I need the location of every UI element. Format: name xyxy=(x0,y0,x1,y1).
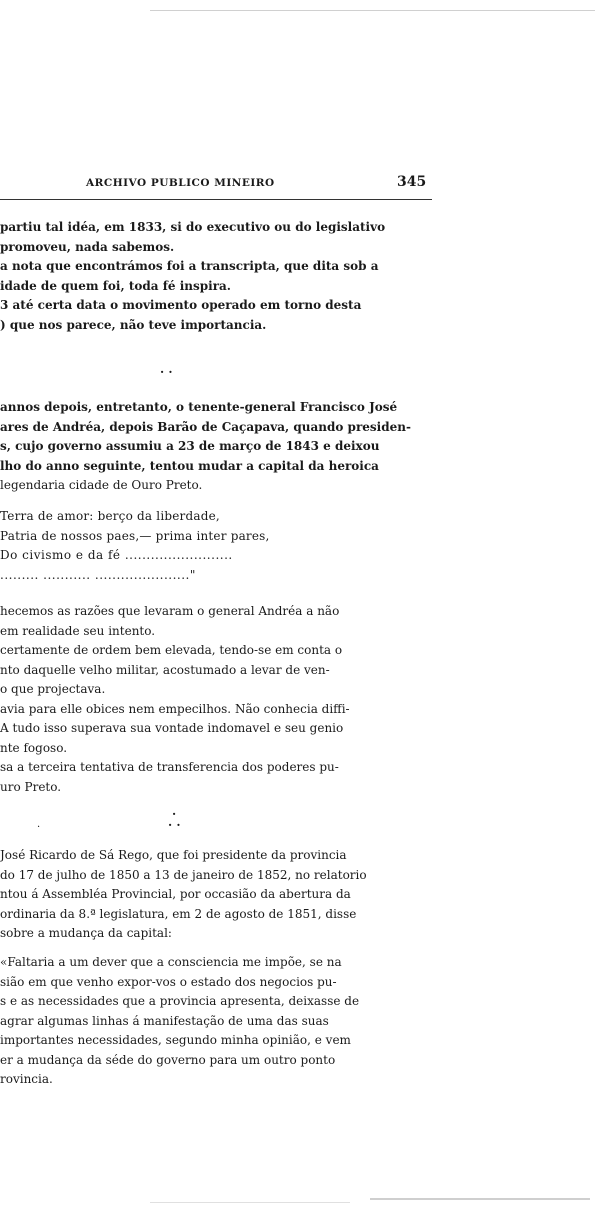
text-line: José Ricardo de Sá Rego, que foi presidente da provincia xyxy=(0,848,347,862)
text-line: s, cujo governo assumiu a 23 de março de 1843 e deixou xyxy=(0,439,380,453)
text-line: uro Preto. xyxy=(0,779,62,794)
text-line: avia para elle obices nem empecilhos. Não conhecia diffi- xyxy=(0,701,350,716)
text-line: sa a terceira tentativa de transferencia dos poderes pu- xyxy=(0,760,339,774)
text-line: ordinaria da 8.ª legislatura, em 2 de agosto de 1851, disse xyxy=(0,906,357,921)
section-separator-bottom: . . xyxy=(168,815,181,829)
text-line: ) que nos parece, não teve importancia. xyxy=(0,317,267,332)
text-line: 3 até certa data o movimento operado em torno desta xyxy=(0,298,362,312)
page-number: 345 xyxy=(397,174,427,190)
text-line: nte fogoso. xyxy=(0,740,68,755)
text-line: nto daquelle velho militar, acostumado a levar de ven- xyxy=(0,662,330,677)
text-line: agrar algumas linhas á manifestação de uma das suas xyxy=(0,1013,329,1028)
text-line: er a mudança da séde do governo para um outro ponto xyxy=(0,1052,336,1067)
paragraph-block-3 xyxy=(0,602,440,797)
text-line: certamente de ordem bem elevada, tendo-se em conta o xyxy=(0,643,343,657)
text-line: ntou á Assembléa Provincial, por occasião da abertura da xyxy=(0,887,351,901)
scan-edge-line xyxy=(150,1202,350,1203)
margin-mark: · xyxy=(37,822,41,833)
text-line: partiu tal idéa, em 1833, si do executivo ou do legislativo xyxy=(0,220,386,234)
paragraph-block-4 xyxy=(0,846,440,944)
text-line: «Faltaria a um dever que a consciencia me impõe, se na xyxy=(0,955,342,969)
text-line: idade de quem foi, toda fé inspira. xyxy=(0,278,231,293)
header-rule xyxy=(0,199,432,200)
text-line: sobre a mudança da capital: xyxy=(0,926,172,940)
section-separator-top: . xyxy=(172,804,177,818)
text-line: em realidade seu intento. xyxy=(0,623,156,638)
scan-edge-line xyxy=(370,1198,590,1200)
verse-line: ......... ........... ......................" xyxy=(0,567,196,582)
text-line: s e as necessidades que a provincia apresenta, deixasse de xyxy=(0,994,360,1008)
verse-line: Do civismo e da fé ......................... xyxy=(0,548,233,562)
text-line: hecemos as razões que levaram o general Andréa a não xyxy=(0,604,340,618)
text-line: lho do anno seguinte, tentou mudar a capital da heroica xyxy=(0,458,379,473)
text-line: o que projectava. xyxy=(0,682,106,696)
text-line: rovincia. xyxy=(0,1072,53,1086)
text-line: ares de Andréa, depois Barão de Caçapava, quando presiden- xyxy=(0,419,411,434)
verse-line: Terra de amor: berço da liberdade, xyxy=(0,509,220,523)
text-line: do 17 de julho de 1850 a 13 de janeiro de 1852, no relatorio xyxy=(0,867,367,882)
paragraph-block-2 xyxy=(0,398,440,496)
paragraph-block-5 xyxy=(0,953,440,1090)
header-title: ARCHIVO PUBLICO MINEIRO xyxy=(86,177,275,189)
verse-quote xyxy=(0,507,440,585)
text-line: A tudo isso superava sua vontade indomavel e seu genio xyxy=(0,721,344,735)
section-separator: . . xyxy=(160,362,173,376)
text-line: importantes necessidades, segundo minha opinião, e vem xyxy=(0,1033,351,1047)
scan-edge-line xyxy=(150,10,595,11)
text-line: a nota que encontrámos foi a transcripta, que dita sob a xyxy=(0,259,379,273)
text-line: sião em que venho expor-vos o estado dos negocios pu- xyxy=(0,974,337,989)
text-line: annos depois, entretanto, o tenente-general Francisco José xyxy=(0,400,398,414)
text-line: promoveu, nada sabemos. xyxy=(0,239,175,254)
paragraph-block-1 xyxy=(0,218,440,335)
text-line: legendaria cidade de Ouro Preto. xyxy=(0,478,203,492)
running-header xyxy=(0,172,604,194)
verse-line: Patria de nossos paes,— prima inter pares, xyxy=(0,528,270,543)
